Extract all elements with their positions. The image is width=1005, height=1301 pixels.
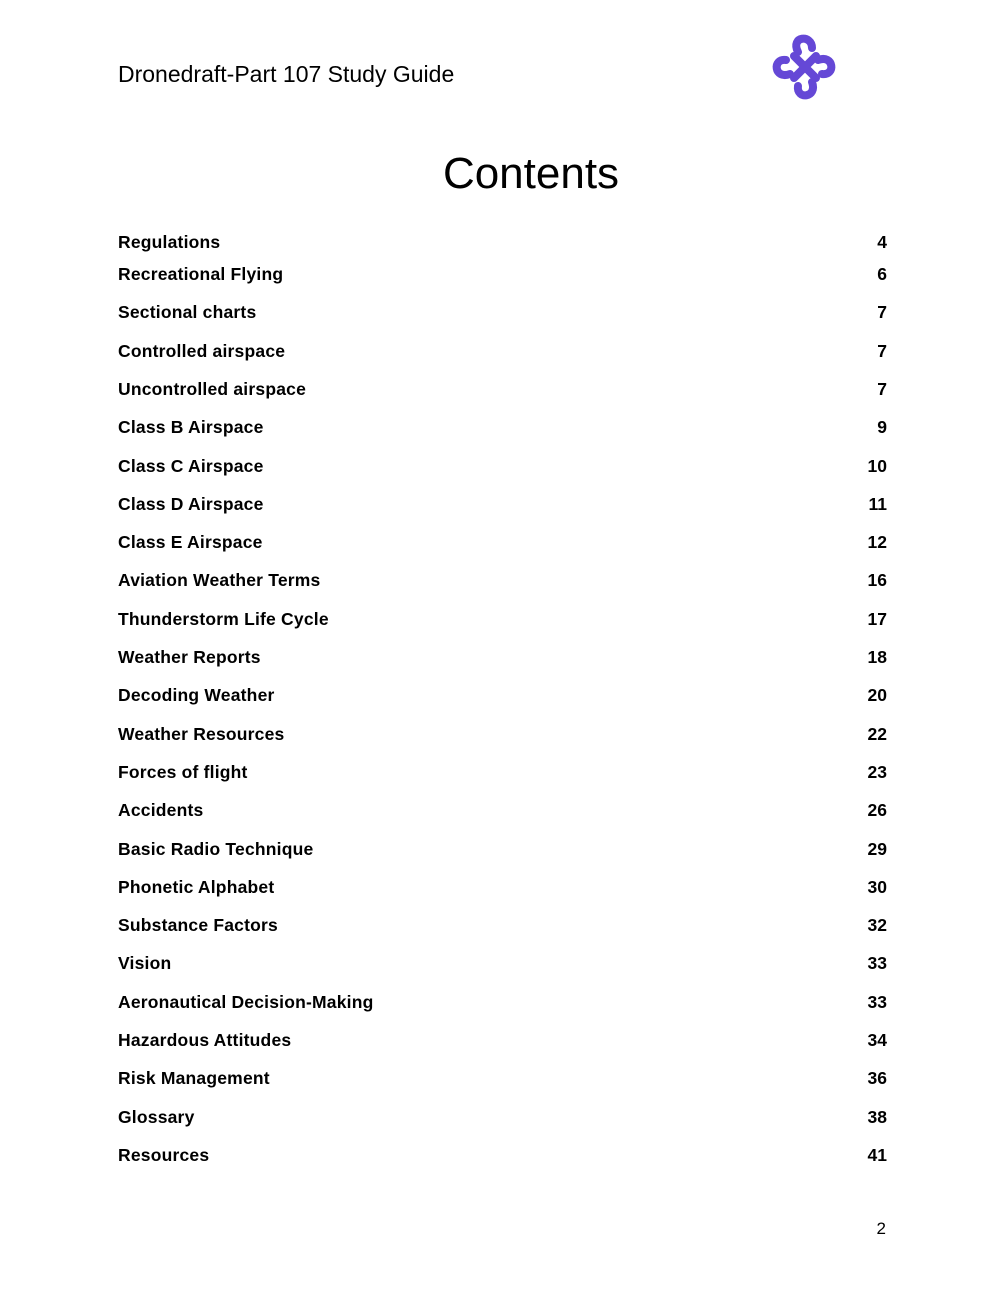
toc-entry[interactable] — [118, 837, 887, 861]
toc-entry-page: 23 — [867, 761, 887, 782]
toc-entry[interactable] — [118, 300, 887, 324]
drone-logo-icon — [768, 30, 842, 104]
toc-entry[interactable] — [118, 415, 887, 439]
toc-entry[interactable] — [118, 760, 887, 784]
toc-entry-page: 7 — [877, 340, 887, 361]
toc-entry[interactable] — [118, 951, 887, 975]
toc-entry-label: Basic Radio Technique — [118, 838, 314, 859]
toc-entry-page: 20 — [867, 685, 887, 706]
toc-entry-page: 38 — [867, 1106, 887, 1127]
toc-entry-page: 33 — [867, 953, 887, 974]
toc-entry-label: Decoding Weather — [118, 685, 275, 706]
toc-entry[interactable] — [118, 1143, 887, 1167]
toc-entry-label: Recreational Flying — [118, 264, 284, 284]
toc-entry-page: 36 — [867, 1068, 887, 1089]
toc-entry-label: Aviation Weather Terms — [118, 570, 321, 591]
toc-entry[interactable] — [118, 339, 887, 363]
toc-entry-label: Resources — [118, 1144, 210, 1165]
toc-entry-label: Glossary — [118, 1106, 195, 1127]
toc-entry[interactable] — [118, 530, 887, 554]
toc-entry-label: Class E Airspace — [118, 532, 263, 553]
toc-entry-label: Weather Resources — [118, 723, 285, 744]
toc-entry-label: Vision — [118, 953, 172, 974]
toc-entry-page: 16 — [867, 570, 887, 591]
toc-entry[interactable] — [118, 722, 887, 746]
toc-entry[interactable] — [118, 607, 887, 631]
toc-entry-label: Aeronautical Decision-Making — [118, 991, 374, 1012]
toc-entry-page: 12 — [867, 532, 887, 553]
toc-entry-label: Thunderstorm Life Cycle — [118, 608, 329, 629]
toc-entry-page: 7 — [877, 302, 887, 323]
toc-entry-page: 41 — [867, 1144, 887, 1165]
toc-entry-page: 10 — [867, 455, 887, 476]
toc-entry[interactable] — [118, 683, 887, 707]
toc-entry-label: Risk Management — [118, 1068, 270, 1089]
toc-entry-page: 22 — [867, 723, 887, 744]
toc-entry-label: Uncontrolled airspace — [118, 378, 307, 399]
toc-entry-page: 4 — [877, 232, 887, 252]
toc-entry-label: Sectional charts — [118, 302, 257, 323]
toc-entry-label: Hazardous Attitudes — [118, 1030, 292, 1050]
toc-entry-label: Substance Factors — [118, 915, 278, 936]
toc-entry-page: 33 — [867, 991, 887, 1012]
page-title: Contents — [442, 149, 620, 199]
toc-entry-page: 29 — [867, 838, 887, 859]
toc-entry[interactable] — [118, 1028, 887, 1052]
toc-entry-page: 18 — [867, 647, 887, 667]
toc-entry-label: Class B Airspace — [118, 417, 264, 438]
toc-entry-page: 17 — [867, 608, 887, 629]
toc-entry-label: Class C Airspace — [118, 455, 264, 476]
toc-entry-label: Class D Airspace — [118, 493, 264, 514]
toc-entry-page: 26 — [867, 800, 887, 821]
toc-entry-page: 11 — [868, 493, 887, 514]
toc-entry[interactable] — [118, 875, 887, 899]
toc-entry-page: 32 — [867, 915, 887, 936]
toc-entry-label: Phonetic Alphabet — [118, 876, 275, 897]
toc-entry[interactable] — [118, 377, 887, 401]
toc-entry-label: Forces of flight — [118, 761, 248, 782]
toc-entry-label: Regulations — [118, 232, 221, 252]
toc-entry[interactable] — [118, 1066, 887, 1090]
toc-entry-page: 34 — [867, 1030, 887, 1050]
toc-entry[interactable] — [118, 798, 887, 822]
toc-entry[interactable] — [118, 492, 887, 516]
page-number: 2 — [876, 1219, 886, 1238]
toc-entry[interactable] — [118, 568, 887, 592]
toc-entry-page: 7 — [877, 378, 887, 399]
toc-entry[interactable] — [118, 1105, 887, 1129]
toc-entry-label: Accidents — [118, 800, 204, 821]
toc-entry[interactable] — [118, 913, 887, 937]
toc-entry-page: 30 — [867, 876, 887, 897]
toc-entry-page: 9 — [877, 417, 887, 438]
toc-entry-label: Weather Reports — [118, 647, 261, 667]
toc-entry[interactable] — [118, 230, 887, 254]
toc-entry[interactable] — [118, 454, 887, 478]
toc-entry-page: 6 — [877, 264, 887, 284]
toc-entry[interactable] — [118, 990, 887, 1014]
document-title: Dronedraft-Part 107 Study Guide — [118, 61, 455, 87]
toc-entry[interactable] — [118, 645, 887, 669]
toc-entry-label: Controlled airspace — [118, 340, 286, 361]
toc-entry[interactable] — [118, 262, 887, 286]
